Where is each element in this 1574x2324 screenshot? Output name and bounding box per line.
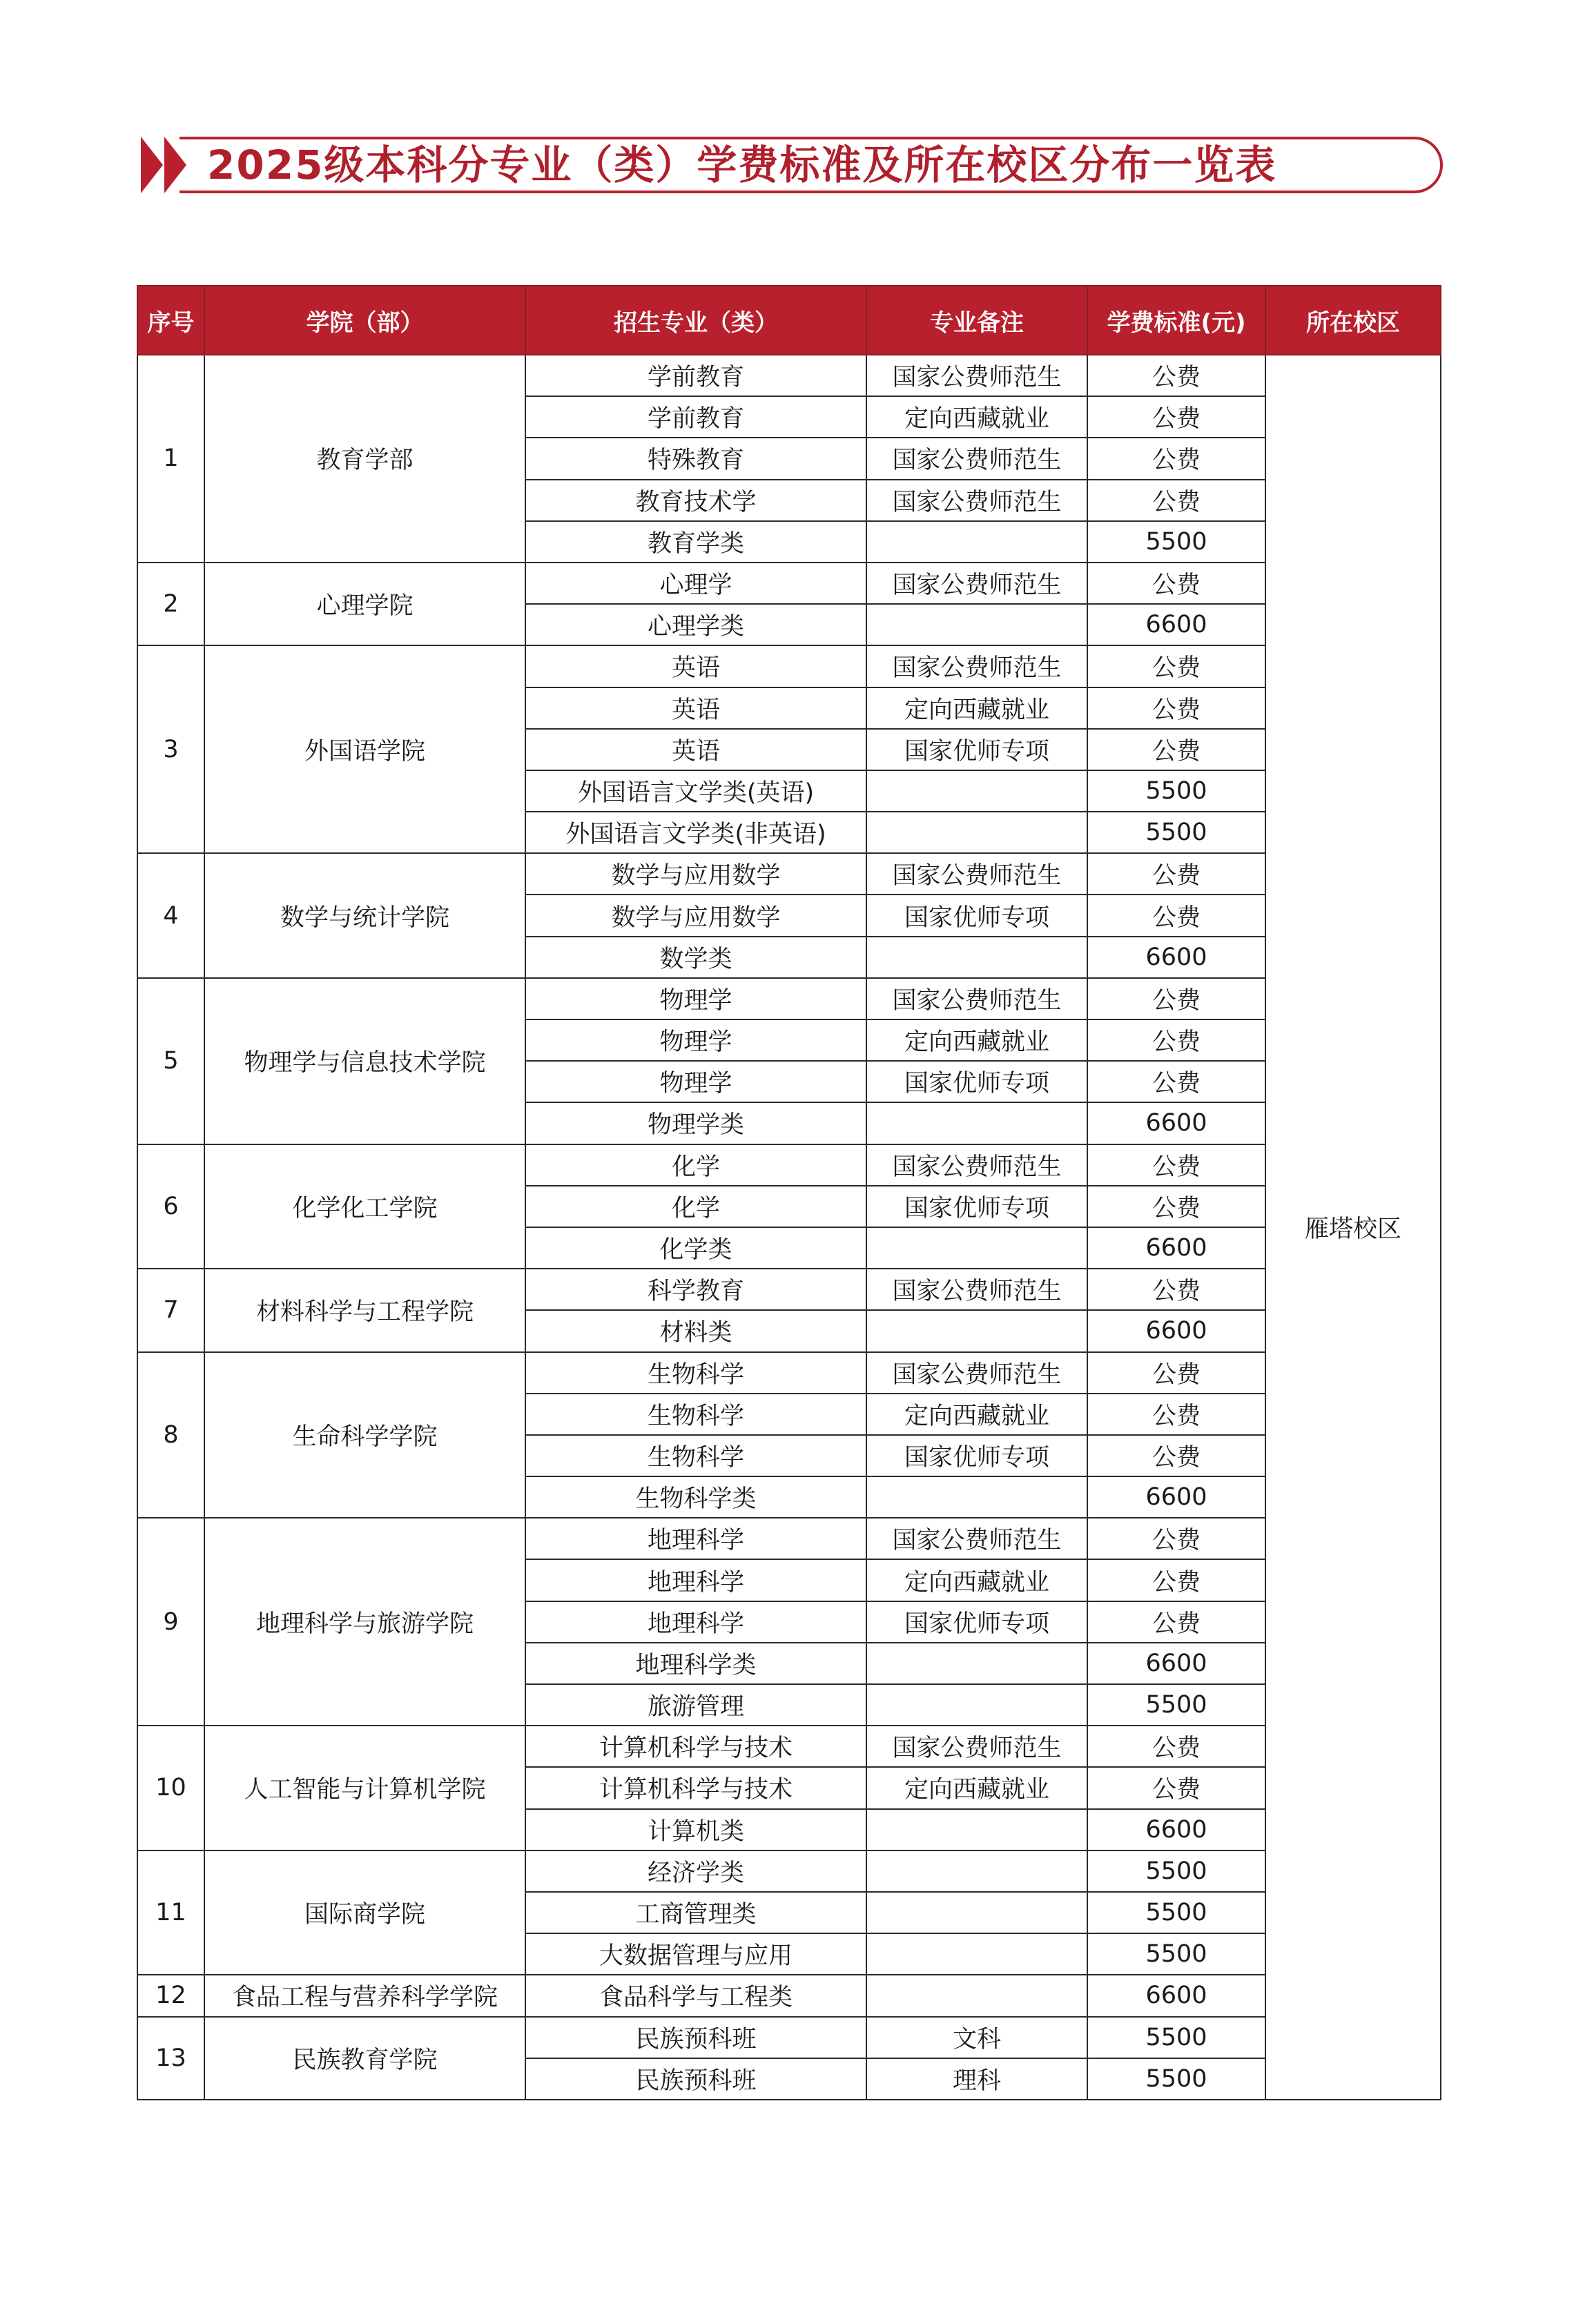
major-name: 民族预科班 (525, 2017, 866, 2058)
major-name: 化学 (525, 1144, 866, 1186)
major-note: 国家公费师范生 (866, 645, 1087, 687)
tuition-fee: 公费 (1087, 1352, 1265, 1394)
major-note: 国家公费师范生 (866, 853, 1087, 895)
major-note: 国家优师专项 (866, 895, 1087, 936)
table-body (137, 355, 1441, 2100)
major-name: 物理学类 (525, 1102, 866, 1144)
fee-table (137, 285, 1441, 2100)
major-name: 生物科学类 (525, 1476, 866, 1518)
college-name: 生命科学学院 (204, 1352, 525, 1519)
header-campus: 所在校区 (1265, 286, 1441, 355)
banner-arrow-inner (164, 137, 186, 193)
tuition-fee: 公费 (1087, 1269, 1265, 1310)
major-name: 地理科学 (525, 1518, 866, 1559)
major-note (866, 937, 1087, 978)
table-row (137, 1518, 1441, 1559)
major-name: 物理学 (525, 1061, 866, 1102)
major-note (866, 1933, 1087, 1975)
major-name: 外国语言文学类(非英语) (525, 812, 866, 853)
major-name: 外国语言文学类(英语) (525, 770, 866, 812)
college-name: 外国语学院 (204, 645, 525, 853)
tuition-fee: 5500 (1087, 1933, 1265, 1975)
row-index: 11 (137, 1851, 204, 1975)
tuition-fee: 公费 (1087, 1601, 1265, 1643)
major-name: 英语 (525, 687, 866, 729)
header-index: 序号 (137, 286, 204, 355)
tuition-fee: 5500 (1087, 2017, 1265, 2058)
tuition-fee: 6600 (1087, 1643, 1265, 1684)
major-note: 国家公费师范生 (866, 1352, 1087, 1394)
tuition-fee: 6600 (1087, 1102, 1265, 1144)
tuition-fee: 6600 (1087, 1975, 1265, 2016)
major-note (866, 1643, 1087, 1684)
tuition-fee: 公费 (1087, 438, 1265, 479)
college-name: 物理学与信息技术学院 (204, 978, 525, 1144)
tuition-fee: 公费 (1087, 396, 1265, 438)
tuition-fee: 5500 (1087, 1684, 1265, 1726)
major-note (866, 1310, 1087, 1351)
table-row (137, 1269, 1441, 1310)
major-name: 经济学类 (525, 1851, 866, 1892)
header-note: 专业备注 (866, 286, 1087, 355)
major-name: 工商管理类 (525, 1892, 866, 1933)
major-name: 地理科学 (525, 1601, 866, 1643)
major-note (866, 521, 1087, 563)
major-name: 食品科学与工程类 (525, 1975, 866, 2016)
major-note: 国家公费师范生 (866, 1144, 1087, 1186)
table-row (137, 1352, 1441, 1394)
tuition-fee: 公费 (1087, 978, 1265, 1019)
tuition-fee: 公费 (1087, 1518, 1265, 1559)
major-name: 计算机科学与技术 (525, 1767, 866, 1808)
tuition-fee: 6600 (1087, 604, 1265, 645)
major-name: 英语 (525, 645, 866, 687)
tuition-fee: 公费 (1087, 1726, 1265, 1767)
major-note: 国家公费师范生 (866, 480, 1087, 521)
tuition-fee: 公费 (1087, 687, 1265, 729)
header-major: 招生专业（类） (525, 286, 866, 355)
college-name: 材料科学与工程学院 (204, 1269, 525, 1351)
table-row (137, 563, 1441, 604)
college-name: 数学与统计学院 (204, 853, 525, 978)
major-note: 国家优师专项 (866, 1601, 1087, 1643)
table-row (137, 1726, 1441, 1767)
tuition-fee: 5500 (1087, 1892, 1265, 1933)
table-row (137, 853, 1441, 895)
table-row (137, 1975, 1441, 2016)
college-name: 心理学院 (204, 563, 525, 645)
tuition-fee: 公费 (1087, 355, 1265, 396)
major-note: 国家优师专项 (866, 1435, 1087, 1476)
major-note (866, 770, 1087, 812)
table-row (137, 2017, 1441, 2058)
major-name: 计算机科学与技术 (525, 1726, 866, 1767)
major-note (866, 1227, 1087, 1269)
major-name: 英语 (525, 729, 866, 770)
row-index: 8 (137, 1352, 204, 1519)
major-name: 特殊教育 (525, 438, 866, 479)
major-note (866, 1102, 1087, 1144)
row-index: 13 (137, 2017, 204, 2100)
major-name: 数学与应用数学 (525, 853, 866, 895)
row-index: 9 (137, 1518, 204, 1726)
tuition-fee: 5500 (1087, 812, 1265, 853)
major-name: 学前教育 (525, 355, 866, 396)
major-note: 国家公费师范生 (866, 563, 1087, 604)
major-name: 旅游管理 (525, 1684, 866, 1726)
college-name: 国际商学院 (204, 1851, 525, 1975)
major-note (866, 1975, 1087, 2016)
row-index: 4 (137, 853, 204, 978)
major-name: 数学与应用数学 (525, 895, 866, 936)
title-banner (138, 135, 1444, 195)
major-note: 国家公费师范生 (866, 1518, 1087, 1559)
tuition-fee: 公费 (1087, 480, 1265, 521)
page-title: 2025级本科分专业（类）学费标准及所在校区分布一览表 (207, 141, 1277, 188)
tuition-fee: 6600 (1087, 1809, 1265, 1851)
banner-arrow-outer (141, 137, 163, 193)
header-fee: 学费标准(元) (1087, 286, 1265, 355)
college-name: 化学化工学院 (204, 1144, 525, 1269)
major-name: 地理科学 (525, 1559, 866, 1601)
tuition-fee: 6600 (1087, 1310, 1265, 1351)
major-name: 教育技术学 (525, 480, 866, 521)
major-name: 学前教育 (525, 396, 866, 438)
major-note (866, 1809, 1087, 1851)
tuition-fee: 公费 (1087, 563, 1265, 604)
row-index: 12 (137, 1975, 204, 2016)
major-name: 物理学 (525, 978, 866, 1019)
major-note (866, 1684, 1087, 1726)
major-name: 计算机类 (525, 1809, 866, 1851)
major-note (866, 1476, 1087, 1518)
table-row (137, 355, 1441, 396)
tuition-fee: 公费 (1087, 1019, 1265, 1061)
major-name: 地理科学类 (525, 1643, 866, 1684)
major-name: 生物科学 (525, 1435, 866, 1476)
major-name: 大数据管理与应用 (525, 1933, 866, 1975)
tuition-fee: 公费 (1087, 1767, 1265, 1808)
major-name: 心理学类 (525, 604, 866, 645)
row-index: 3 (137, 645, 204, 853)
college-name: 地理科学与旅游学院 (204, 1518, 525, 1726)
major-note (866, 1892, 1087, 1933)
row-index: 10 (137, 1726, 204, 1851)
major-note: 国家公费师范生 (866, 355, 1087, 396)
major-note: 国家公费师范生 (866, 1269, 1087, 1310)
major-name: 民族预科班 (525, 2058, 866, 2100)
tuition-fee: 5500 (1087, 2058, 1265, 2100)
major-note (866, 812, 1087, 853)
tuition-fee: 公费 (1087, 853, 1265, 895)
table-row (137, 1851, 1441, 1892)
major-name: 生物科学 (525, 1394, 866, 1435)
major-note: 国家优师专项 (866, 729, 1087, 770)
tuition-fee: 公费 (1087, 1186, 1265, 1227)
college-name: 食品工程与营养科学学院 (204, 1975, 525, 2016)
major-note: 文科 (866, 2017, 1087, 2058)
major-name: 科学教育 (525, 1269, 866, 1310)
row-index: 7 (137, 1269, 204, 1351)
major-name: 生物科学 (525, 1352, 866, 1394)
tuition-fee: 公费 (1087, 1394, 1265, 1435)
row-index: 2 (137, 563, 204, 645)
major-note: 定向西藏就业 (866, 396, 1087, 438)
tuition-fee: 6600 (1087, 937, 1265, 978)
college-name: 教育学部 (204, 355, 525, 563)
tuition-fee: 5500 (1087, 770, 1265, 812)
major-name: 物理学 (525, 1019, 866, 1061)
tuition-fee: 6600 (1087, 1227, 1265, 1269)
major-note: 国家优师专项 (866, 1186, 1087, 1227)
major-note: 国家优师专项 (866, 1061, 1087, 1102)
major-note: 理科 (866, 2058, 1087, 2100)
tuition-fee: 公费 (1087, 1435, 1265, 1476)
major-name: 化学类 (525, 1227, 866, 1269)
tuition-fee: 公费 (1087, 895, 1265, 936)
tuition-fee: 公费 (1087, 729, 1265, 770)
row-index: 5 (137, 978, 204, 1144)
table-row (137, 978, 1441, 1019)
major-note: 定向西藏就业 (866, 1019, 1087, 1061)
major-note (866, 1851, 1087, 1892)
tuition-fee: 公费 (1087, 1559, 1265, 1601)
major-note: 国家公费师范生 (866, 1726, 1087, 1767)
major-name: 教育学类 (525, 521, 866, 563)
major-note: 定向西藏就业 (866, 1394, 1087, 1435)
table-row (137, 645, 1441, 687)
row-index: 1 (137, 355, 204, 563)
major-note: 国家公费师范生 (866, 978, 1087, 1019)
tuition-fee: 6600 (1087, 1476, 1265, 1518)
major-note (866, 604, 1087, 645)
tuition-fee: 5500 (1087, 1851, 1265, 1892)
college-name: 民族教育学院 (204, 2017, 525, 2100)
header-row (137, 286, 1441, 355)
tuition-fee: 5500 (1087, 521, 1265, 563)
tuition-fee: 公费 (1087, 1061, 1265, 1102)
tuition-fee: 公费 (1087, 1144, 1265, 1186)
college-name: 人工智能与计算机学院 (204, 1726, 525, 1851)
major-name: 心理学 (525, 563, 866, 604)
major-note: 定向西藏就业 (866, 1559, 1087, 1601)
major-name: 化学 (525, 1186, 866, 1227)
table-row (137, 1144, 1441, 1186)
major-name: 材料类 (525, 1310, 866, 1351)
header-college: 学院（部） (204, 286, 525, 355)
major-note: 国家公费师范生 (866, 438, 1087, 479)
major-note: 定向西藏就业 (866, 687, 1087, 729)
major-note: 定向西藏就业 (866, 1767, 1087, 1808)
row-index: 6 (137, 1144, 204, 1269)
major-name: 数学类 (525, 937, 866, 978)
tuition-fee: 公费 (1087, 645, 1265, 687)
campus-name: 雁塔校区 (1265, 355, 1441, 2100)
